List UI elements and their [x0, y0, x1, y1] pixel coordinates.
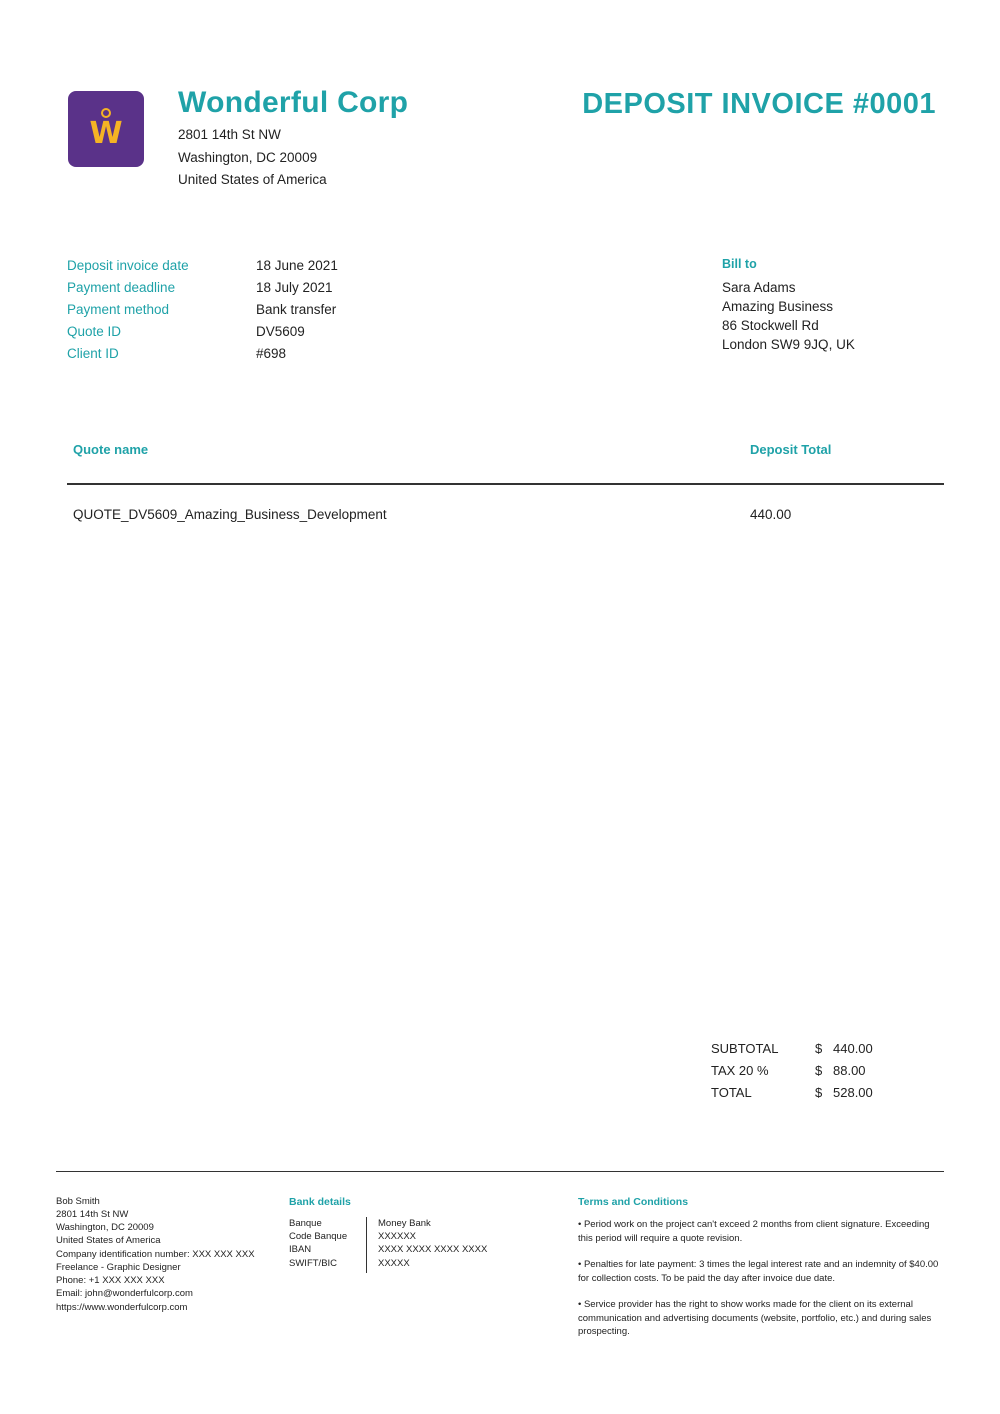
- terms-item: • Service provider has the right to show works made for the client on its external communication and advertising documents (website, portfolio, etc.) and during sales prospecting.: [578, 1299, 932, 1337]
- subtotal-currency: $: [815, 1041, 823, 1056]
- terms-item: • Penalties for late payment: 3 times the legal interest rate and an indemnity of $40.00 for collection costs. To be paid the day after invoice due date.: [578, 1259, 939, 1284]
- meta-value-invoice-date: 18 June 2021: [256, 258, 338, 273]
- cell-deposit-total: 440.00: [750, 507, 792, 522]
- footer-contact-email: Email: john@wonderfulcorp.com: [56, 1288, 193, 1299]
- meta-label-client-id: Client ID: [67, 346, 119, 361]
- footer-contact-line: Washington, DC 20009: [56, 1222, 154, 1233]
- bank-value: XXXXXX: [378, 1231, 417, 1242]
- bank-value: XXXXX: [378, 1258, 410, 1269]
- meta-label-quote-id: Quote ID: [67, 324, 122, 339]
- company-name: Wonderful Corp: [178, 86, 409, 119]
- invoice-title: DEPOSIT INVOICE #0001: [582, 88, 936, 120]
- bank-label: Code Banque: [289, 1231, 348, 1242]
- meta-label-payment-method: Payment method: [67, 302, 170, 317]
- bank-label: Banque: [289, 1218, 322, 1229]
- bank-label: IBAN: [289, 1244, 312, 1255]
- meta-value-quote-id: DV5609: [256, 324, 305, 339]
- bill-to-title: Bill to: [722, 257, 757, 271]
- company-logo: [68, 91, 144, 167]
- total-currency: $: [815, 1085, 823, 1100]
- column-header-quote-name: Quote name: [73, 442, 149, 457]
- subtotal-value: 440.00: [833, 1041, 873, 1056]
- bank-value: XXXX XXXX XXXX XXXX: [378, 1244, 488, 1255]
- terms-title: Terms and Conditions: [578, 1196, 689, 1208]
- column-header-deposit-total: Deposit Total: [750, 442, 832, 457]
- company-address-line-3: United States of America: [178, 172, 327, 187]
- table-header-divider: [67, 483, 944, 485]
- footer-contact-line: 2801 14th St NW: [56, 1209, 129, 1220]
- bill-to-line: London SW9 9JQ, UK: [722, 337, 855, 352]
- logo-letter: W: [89, 116, 123, 151]
- total-label: TOTAL: [711, 1085, 752, 1100]
- meta-value-payment-method: Bank transfer: [256, 302, 337, 317]
- meta-value-client-id: #698: [256, 346, 287, 361]
- footer-contact-line: Bob Smith: [56, 1196, 100, 1207]
- tax-label: TAX 20 %: [711, 1063, 769, 1078]
- footer-contact-line: United States of America: [56, 1235, 161, 1246]
- meta-label-payment-deadline: Payment deadline: [67, 280, 176, 295]
- bank-label: SWIFT/BIC: [289, 1258, 338, 1269]
- footer-contact-line: Phone: +1 XXX XXX XXX: [56, 1275, 165, 1286]
- meta-value-payment-deadline: 18 July 2021: [256, 280, 333, 295]
- tax-value: 88.00: [833, 1063, 866, 1078]
- company-address-line-2: Washington, DC 20009: [178, 150, 318, 165]
- bank-value: Money Bank: [378, 1218, 431, 1229]
- bill-to-line: 86 Stockwell Rd: [722, 318, 819, 333]
- footer-contact-line: Company identification number: XXX XXX XXX: [56, 1249, 255, 1260]
- bill-to-line: Amazing Business: [722, 299, 834, 314]
- bank-details-title: Bank details: [289, 1196, 351, 1208]
- total-value: 528.00: [833, 1085, 873, 1100]
- footer-contact-line: Freelance - Graphic Designer: [56, 1262, 181, 1273]
- cell-quote-name: QUOTE_DV5609_Amazing_Business_Development: [73, 507, 387, 522]
- footer-divider: [56, 1171, 944, 1172]
- company-address-line-1: 2801 14th St NW: [178, 127, 281, 142]
- footer-contact-website: https://www.wonderfulcorp.com: [56, 1302, 188, 1313]
- bill-to-line: Sara Adams: [722, 280, 796, 295]
- terms-item: • Period work on the project can't exceed 2 months from client signature. Exceeding this period will require a quote revision.: [578, 1219, 930, 1244]
- tax-currency: $: [815, 1063, 823, 1078]
- meta-label-invoice-date: Deposit invoice date: [67, 258, 189, 273]
- subtotal-label: SUBTOTAL: [711, 1041, 779, 1056]
- bank-details-divider: [366, 1217, 367, 1273]
